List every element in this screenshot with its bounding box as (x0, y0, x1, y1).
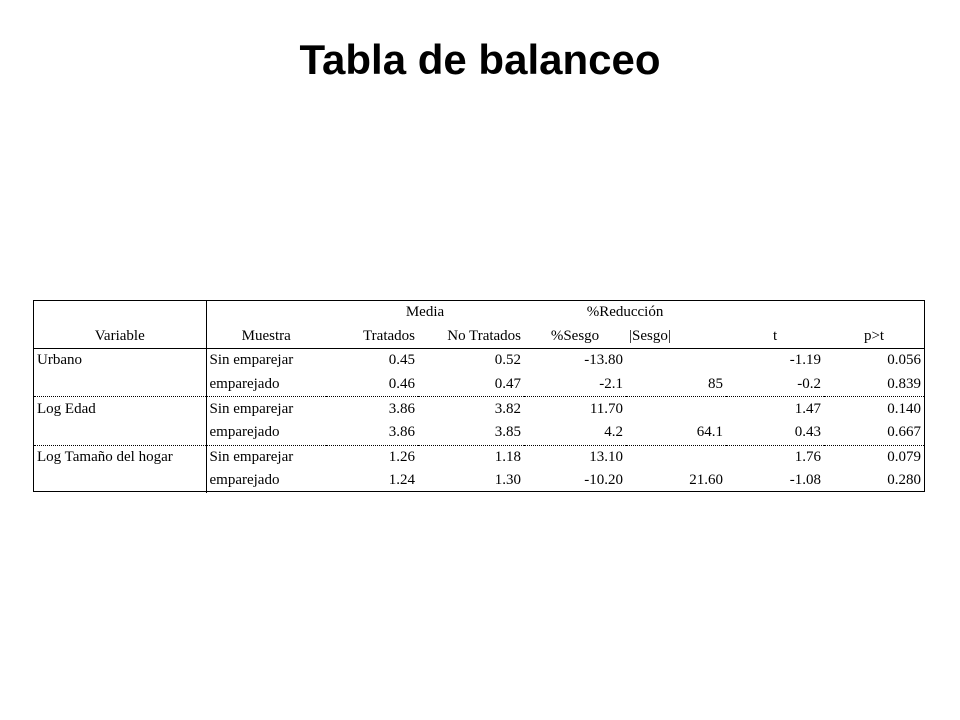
group-header-media: Media (405, 304, 445, 321)
tratados-cell: 3.86 (388, 400, 415, 417)
column-header-sesgo-abs: |Sesgo| (626, 325, 726, 349)
group-header-row (34, 301, 924, 325)
table-row (34, 349, 924, 373)
variable-cell (34, 421, 206, 445)
column-header-no-tratados: No Tratados (418, 325, 524, 349)
sesgo-abs-cell: 64.1 (626, 421, 726, 445)
tratados-cell: 1.26 (388, 448, 415, 465)
page-title: Tabla de balanceo (299, 36, 661, 83)
column-header-variable: Variable (34, 325, 206, 349)
balance-table-container (33, 300, 925, 492)
t-cell: -1.08 (789, 472, 822, 489)
header-spacer (824, 301, 924, 325)
table-row (34, 373, 924, 397)
column-header-t: t (726, 325, 824, 349)
header-spacer (206, 301, 326, 325)
tratados-cell: 0.46 (326, 373, 418, 397)
table-row (34, 421, 924, 445)
t-cell: -1.19 (789, 352, 822, 369)
t-cell: 0.43 (726, 421, 824, 445)
sesgo-pct-cell: -13.80 (584, 352, 624, 369)
t-cell: 1.76 (794, 448, 822, 465)
p-cell: 0.839 (824, 373, 924, 397)
tratados-cell: 1.24 (388, 472, 415, 489)
muestra-cell: emparejado (206, 373, 326, 397)
table-row (34, 469, 924, 493)
p-cell: 0.079 (887, 448, 922, 465)
no-tratados-cell: 0.52 (494, 352, 522, 369)
no-tratados-cell: 3.82 (494, 400, 522, 417)
no-tratados-cell: 1.30 (494, 472, 522, 489)
sesgo-pct-cell: -10.20 (584, 472, 624, 489)
variable-cell: Urbano (34, 349, 206, 373)
column-header-tratados: Tratados (326, 325, 418, 349)
sesgo-pct-cell: 4.2 (524, 421, 626, 445)
column-header-p: p>t (824, 325, 924, 349)
header-spacer (726, 301, 824, 325)
variable-cell (34, 373, 206, 397)
sesgo-pct-cell: 13.10 (589, 448, 624, 465)
no-tratados-cell: 1.18 (494, 448, 522, 465)
variable-cell: Log Tamaño del hogar (34, 445, 206, 469)
sesgo-abs-cell (626, 445, 726, 469)
header-spacer (34, 301, 206, 325)
sesgo-abs-cell: 85 (626, 373, 726, 397)
muestra-cell: emparejado (206, 421, 326, 445)
table-row (34, 445, 924, 469)
sesgo-pct-cell: -2.1 (524, 373, 626, 397)
p-cell: 0.667 (824, 421, 924, 445)
column-header-row (34, 325, 924, 349)
no-tratados-cell: 0.47 (418, 373, 524, 397)
p-cell: 0.280 (887, 472, 922, 489)
column-header-muestra: Muestra (206, 325, 326, 349)
tratados-cell: 3.86 (326, 421, 418, 445)
p-cell: 0.056 (887, 352, 922, 369)
sesgo-abs-cell (626, 349, 726, 373)
variable-cell: Log Edad (34, 397, 206, 421)
group-header-reduccion: %Reducción (586, 304, 664, 321)
muestra-cell: Sin emparejar (209, 352, 294, 369)
t-cell: 1.47 (794, 400, 822, 417)
tratados-cell: 0.45 (388, 352, 415, 369)
balance-table (34, 301, 924, 493)
muestra-cell: emparejado (209, 472, 280, 489)
sesgo-pct-cell: 11.70 (589, 400, 624, 417)
column-header-sesgo-pct: %Sesgo (524, 325, 626, 349)
muestra-cell: Sin emparejar (209, 448, 294, 465)
p-cell: 0.140 (887, 400, 922, 417)
sesgo-abs-cell: 21.60 (689, 472, 724, 489)
muestra-cell: Sin emparejar (209, 400, 294, 417)
variable-cell (34, 469, 206, 493)
no-tratados-cell: 3.85 (418, 421, 524, 445)
t-cell: -0.2 (726, 373, 824, 397)
sesgo-abs-cell (626, 397, 726, 421)
table-row (34, 397, 924, 421)
